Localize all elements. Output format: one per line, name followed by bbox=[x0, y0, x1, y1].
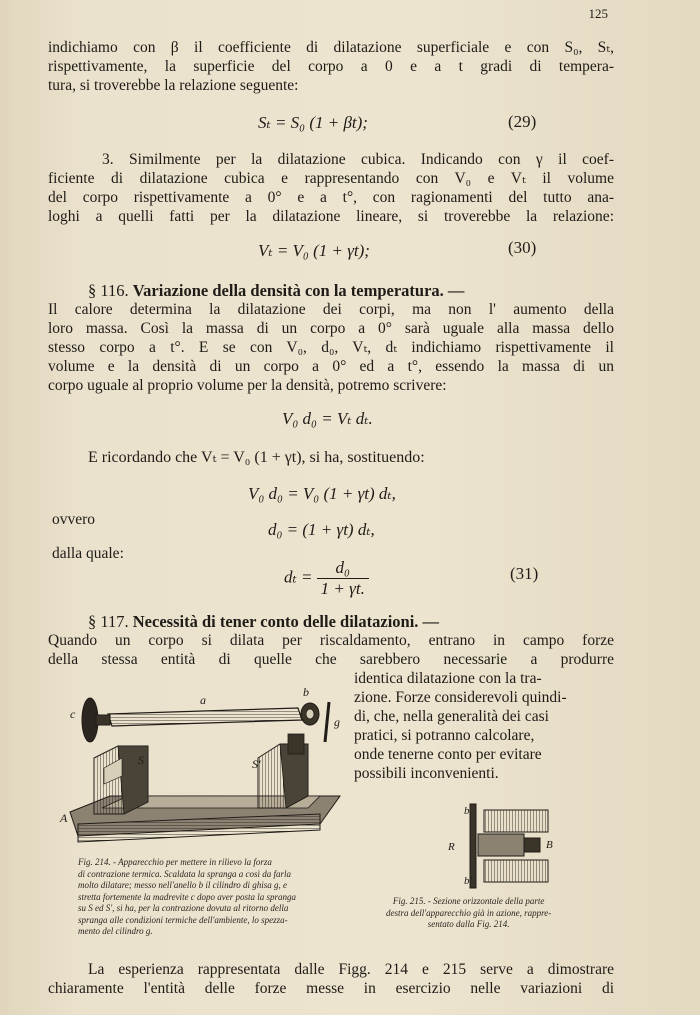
caption-line: molto dilatare; messo nell'anello b il cilindro di ghisa g, e bbox=[78, 880, 287, 890]
text-line: del corpo rispettivamente a 0° e a t°, con ragionamenti del tutto ana- bbox=[48, 189, 614, 206]
text-line: chiaramente l'entità delle forze messe in esercizio nelle variazioni di bbox=[48, 980, 614, 997]
text-line: di, che, nella generalità dei casi bbox=[354, 708, 549, 725]
caption-line: sentato dalla Fig. 214. bbox=[427, 919, 510, 929]
caption-line: di contrazione termica. Scaldata la spranga a così da farla bbox=[78, 868, 291, 879]
fig214-label-b: b bbox=[303, 685, 309, 699]
fig214-label-c: c bbox=[70, 707, 76, 721]
fig215-label-b-prime: b' bbox=[464, 875, 472, 887]
equation-31-number: (31) bbox=[510, 564, 539, 583]
caption-line: spranga alle condizioni termiche dell'ambiente, lo spezza- bbox=[78, 914, 288, 925]
equation-29: Sₜ = S₀ (1 + βt); bbox=[258, 113, 368, 132]
text-line: volume e la densità di un corpo a 0° ed a t°, essendo la massa di un bbox=[48, 358, 614, 375]
paragraph-substitution bbox=[48, 448, 614, 467]
fig215-label-b: b bbox=[464, 805, 470, 817]
equation-density-relation: d₀ = (1 + γt) dₜ, bbox=[268, 520, 375, 539]
text-line: onde tenerne conto per evitare bbox=[354, 746, 542, 763]
equation-substituted: V₀ d₀ = V₀ (1 + γt) dₜ, bbox=[248, 484, 396, 503]
section-116 bbox=[48, 281, 614, 395]
text-line: della stessa entità di quelle che sarebbero necessarie a produrre bbox=[48, 651, 614, 668]
figure-214-apparatus bbox=[58, 684, 350, 854]
text-line: stesso corpo a t°. E se con V₀, d₀, Vₜ, dₜ indichiamo rispettivamente il bbox=[48, 339, 614, 356]
text-line: indichiamo con β il coefficiente di dilatazione superficiale e con S₀, Sₜ, bbox=[48, 39, 614, 56]
equation-30: Vₜ = V₀ (1 + γt); bbox=[258, 241, 370, 260]
text-line: tura, si troverebbe la relazione seguente: bbox=[48, 77, 299, 94]
equation-29-number: (29) bbox=[508, 112, 537, 131]
fig214-label-S: S bbox=[138, 753, 144, 767]
text-line: Il calore determina la dilatazione dei corpi, ma non l' aumento della bbox=[48, 301, 614, 318]
caption-line: Fig. 215. - Sezione orizzontale della parte bbox=[392, 896, 545, 906]
caption-line: destra dell'apparecchio già in azione, rappre- bbox=[386, 907, 552, 918]
section-116-title: Variazione della densità con la temperatura. — bbox=[132, 281, 465, 300]
fig214-label-S-prime: S' bbox=[252, 757, 261, 771]
section-116-number: § 116. bbox=[88, 281, 129, 300]
dalla-quale-label: dalla quale: bbox=[52, 545, 124, 562]
text-line: Quando un corpo si dilata per riscaldamento, entrano in campo forze bbox=[48, 632, 614, 649]
paragraph-right-column bbox=[354, 669, 586, 783]
caption-line: su S ed S', si ha, per la contrazione dovuta al ritorno della bbox=[78, 903, 289, 913]
text-line: E ricordando che Vₜ = V₀ (1 + γt), si ha, sostituendo: bbox=[88, 449, 425, 466]
text-line: ficiente di dilatazione cubica e rappresentando con V₀ e Vₜ il volume bbox=[48, 170, 614, 187]
caption-line: mento del cilindro g. bbox=[78, 926, 153, 936]
text-line: possibili inconvenienti. bbox=[354, 765, 499, 782]
fig214-label-A: A bbox=[60, 811, 68, 825]
equation-30-number: (30) bbox=[508, 238, 537, 257]
paragraph-experiment bbox=[48, 960, 614, 998]
figure-215-caption bbox=[386, 896, 551, 931]
equation-mass: V₀ d₀ = Vₜ dₜ. bbox=[282, 409, 373, 428]
text-line: loro massa. Così la massa di un corpo a 0° sarà uguale alla massa dello bbox=[48, 320, 614, 337]
text-line: loghi a quelli fatti per la dilatazione lineare, si troverebbe la relazione: bbox=[48, 208, 614, 225]
equation-31-fraction bbox=[317, 558, 369, 599]
text-line: zione. Forze considerevoli quindi- bbox=[354, 689, 567, 706]
text-line: identica dilatazione con la tra- bbox=[354, 670, 542, 687]
section-117-title: Necessità di tener conto delle dilatazioni. — bbox=[132, 612, 440, 631]
ovvero-label: ovvero bbox=[52, 511, 96, 528]
section-117 bbox=[48, 612, 614, 669]
fig214-label-a: a bbox=[200, 693, 206, 707]
text-line: pratici, si potranno calcolare, bbox=[354, 727, 535, 744]
equation-31 bbox=[284, 558, 369, 599]
paragraph-surface-dilation bbox=[48, 38, 614, 95]
caption-line: stretta fortemente la madrevite c dopo aver posta la spranga bbox=[78, 891, 297, 902]
fig215-label-B: B bbox=[546, 839, 553, 851]
figure-215-section bbox=[440, 800, 560, 892]
text-line: La esperienza rappresentata dalle Figg. 214 e 215 serve a dimostrare bbox=[88, 961, 614, 978]
text-line: corpo uguale al proprio volume per la densità, potremo scrivere: bbox=[48, 377, 447, 394]
fig215-label-R: R bbox=[448, 841, 455, 853]
fig214-label-g: g bbox=[334, 715, 340, 729]
equation-31-lhs: dₜ = bbox=[284, 567, 313, 587]
figure-214-caption bbox=[78, 857, 296, 938]
caption-line: Fig. 214. - Apparecchio per mettere in rilievo la forza bbox=[78, 857, 272, 867]
equation-31-numerator: d₀ bbox=[317, 558, 369, 579]
equation-31-denominator: 1 + γt. bbox=[320, 579, 365, 598]
text-line: rispettivamente, la superficie del corpo a 0 e a t gradi di tempera- bbox=[48, 58, 614, 75]
page-number: 125 bbox=[588, 6, 608, 21]
text-line: 3. Similmente per la dilatazione cubica. Indicando con γ il coef- bbox=[102, 151, 614, 168]
paragraph-cubic-dilation bbox=[48, 150, 614, 226]
section-117-number: § 117. bbox=[88, 612, 129, 631]
